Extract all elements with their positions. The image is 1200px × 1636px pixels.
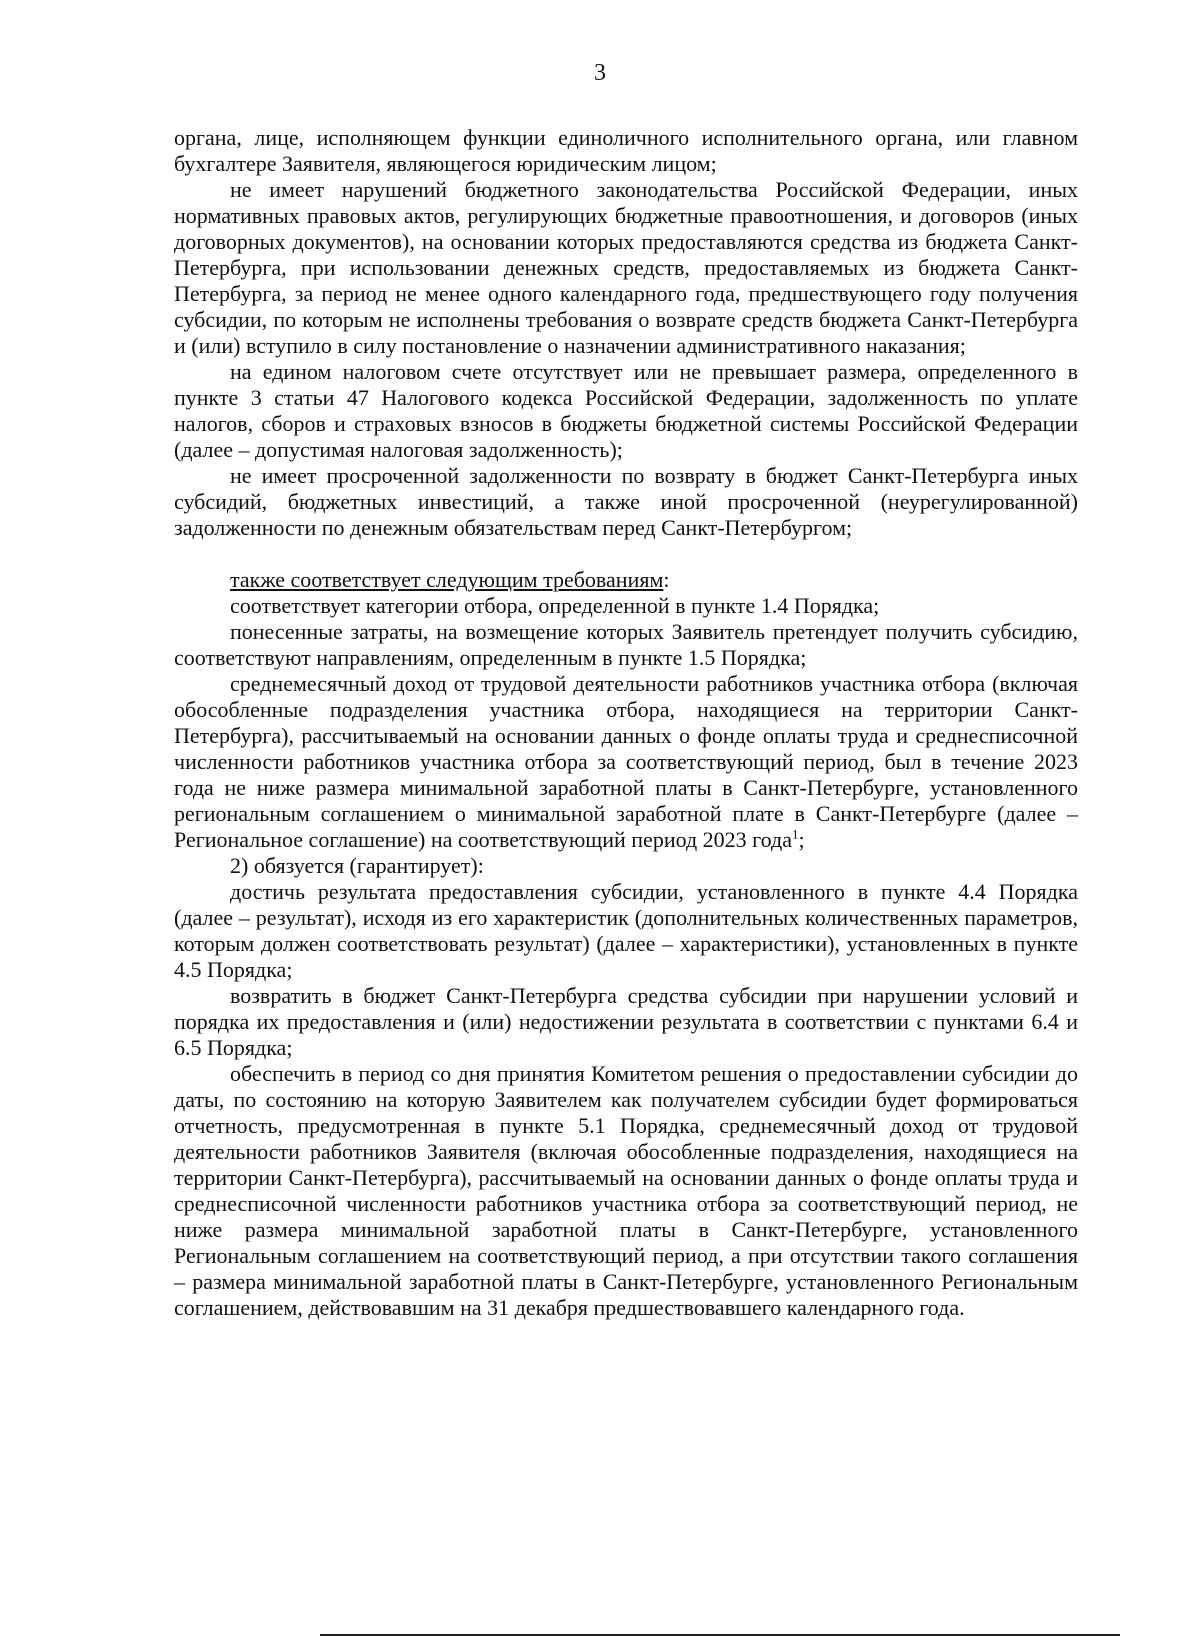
- document-body: [174, 125, 1078, 1321]
- requirements-heading: [174, 567, 1078, 593]
- paragraph-achieve-result: достичь результата предоставления субсидии, установленного в пункте 4.4 Порядка (далее – результат), исходя из его характеристик (дополнительных количественных параметров, которым должен соответствовать результат) (далее – характеристики), установленных в пункте 4.5 Порядка;: [174, 879, 1078, 982]
- requirements-heading-colon: :: [663, 567, 670, 592]
- paragraph-budget-violations: не имеет нарушений бюджетного законодательства Российской Федерации, иных нормативных правовых актов, регулирующих бюджетные правоотношения, и договоров (иных договорных документов), на основании которых предоставляются средства из бюджета Санкт-Петербурга, при использовании денежных средств, предоставляемых из бюджета Санкт-Петербурга, за период не менее одного календарного года, предшествующего году получения субсидии, по которым не исполнены требования о возврате средств бюджета Санкт-Петербурга и (или) вступило в силу постановление о назначении административного наказания;: [174, 177, 1078, 358]
- paragraph-selection-category: соответствует категории отбора, определенной в пункте 1.4 Порядка;: [230, 593, 880, 618]
- paragraph-tax-debt: на едином налоговом счете отсутствует или не превышает размера, определенного в пункте 3 статьи 47 Налогового кодекса Российской Федерации, задолженность по уплате налогов, сборов и страховых взносов в бюджеты бюджетной системы Российской Федерации (далее – допустимая налоговая задолженность);: [174, 359, 1078, 462]
- average-income-end: ;: [798, 827, 805, 852]
- footnote-mark: 1: [791, 826, 799, 842]
- page-number: 3: [594, 60, 606, 86]
- average-income-text: среднемесячный доход от трудовой деятельности работников участника отбора (включая обособленные подразделения участника отбора, находящиеся на территории Санкт-Петербурга), рассчитываемый на основании данных о фонде оплаты труда и среднесписочной численности работников участника отбора за соответствующий период, был в течение 2023 года не ниже размера минимальной заработной платы в Санкт-Петербурге, установленного региональным соглашением о минимальной заработной плате в Санкт-Петербурге (далее – Региональное соглашение) на соответствующий период 2023 года: [174, 671, 1078, 852]
- paragraph-costs-directions: понесенные затраты, на возмещение которых Заявитель претендует получить субсидию, соответствуют направлениям, определенным в пункте 1.5 Порядка;: [174, 619, 1078, 670]
- paragraph-average-income: [174, 671, 1078, 853]
- paragraph-ensure-income: обеспечить в период со дня принятия Комитетом решения о предоставлении субсидии до даты, по состоянию на которую Заявителем как получателем субсидии будет формироваться отчетность, предусмотренная в пункте 5.1 Порядка, среднемесячный доход от трудовой деятельности работников Заявителя (включая обособленные подразделения, находящиеся на территории Санкт-Петербурга), рассчитываемый на основании данных о фонде оплаты труда и среднесписочной численности работников участника отбора за соответствующий период, не ниже размера минимальной заработной платы в Санкт-Петербурге, установленного Региональным соглашением на соответствующий период, а при отсутствии такого соглашения – размера минимальной заработной платы в Санкт-Петербурге, установленного Региональным соглашением, действовавшим на 31 декабря предшествовавшего календарного года.: [174, 1061, 1078, 1320]
- paragraph-overdue-debt: не имеет просроченной задолженности по возврату в бюджет Санкт-Петербурга иных субсидий, бюджетных инвестиций, а также иной просроченной (неурегулированной) задолженности по денежным обязательствам перед Санкт-Петербургом;: [174, 463, 1078, 540]
- paragraph-return-subsidy: возвратить в бюджет Санкт-Петербурга средства субсидии при нарушении условий и порядка их предоставления и (или) недостижении результата в соответствии с пунктами 6.4 и 6.5 Порядка;: [174, 983, 1078, 1060]
- requirements-heading-text: также соответствует следующим требованиям: [230, 567, 664, 592]
- paragraph-obligations-heading: 2) обязуется (гарантирует):: [230, 853, 484, 878]
- paragraph-continuation: органа, лице, исполняющем функции единоличного исполнительного органа, или главном бухгалтере Заявителя, являющегося юридическим лицом;: [174, 125, 1078, 176]
